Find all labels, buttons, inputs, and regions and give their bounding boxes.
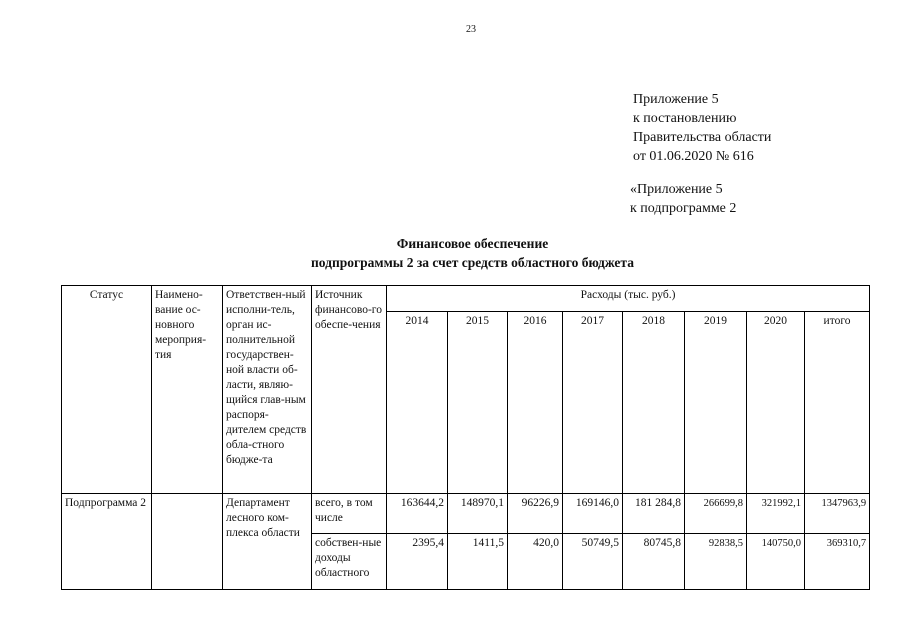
value-cell: 369310,7 xyxy=(805,534,870,590)
year-header: 2017 xyxy=(563,312,623,494)
appendix-line: от 01.06.2020 № 616 xyxy=(633,149,754,164)
appendix-line: Приложение 5 xyxy=(633,92,719,107)
value-cell: 163644,2 xyxy=(387,494,448,534)
value-cell: 148970,1 xyxy=(448,494,508,534)
value-cell: 181 284,8 xyxy=(623,494,685,534)
document-title xyxy=(0,234,905,272)
header-name: Наимено-вание ос-новного мероприя-тия xyxy=(152,286,223,494)
year-header: 2018 xyxy=(623,312,685,494)
page-number: 23 xyxy=(466,24,476,35)
header-source: Источник финансово-го обеспе-чения xyxy=(312,286,387,494)
year-header: 2014 xyxy=(387,312,448,494)
appendix2-line: «Приложение 5 xyxy=(630,182,723,197)
value-cell: 1347963,9 xyxy=(805,494,870,534)
title-line-2: подпрограммы 2 за счет средств областного бюджета xyxy=(311,255,634,270)
year-header: 2016 xyxy=(508,312,563,494)
year-header: 2019 xyxy=(685,312,747,494)
year-header: 2015 xyxy=(448,312,508,494)
appendix-line: Правительства области xyxy=(633,130,772,145)
title-line-1: Финансовое обеспечение xyxy=(396,236,549,251)
row-status: Подпрограмма 2 xyxy=(62,494,152,590)
appendix-line: к постановлению xyxy=(633,111,737,126)
value-cell: 321992,1 xyxy=(747,494,805,534)
value-cell: 169146,0 xyxy=(563,494,623,534)
total-header: итого xyxy=(805,312,870,494)
row-executor: Департамент лесного ком-плекса области xyxy=(223,494,312,590)
value-cell: 266699,8 xyxy=(685,494,747,534)
value-cell: 96226,9 xyxy=(508,494,563,534)
table-row xyxy=(62,494,870,534)
subprogram-appendix-reference xyxy=(630,180,736,218)
value-cell: 140750,0 xyxy=(747,534,805,590)
value-cell: 50749,5 xyxy=(563,534,623,590)
header-expenses: Расходы (тыс. руб.) xyxy=(387,286,870,312)
year-header: 2020 xyxy=(747,312,805,494)
row-source: собствен-ные доходы областного xyxy=(312,534,387,590)
row-source: всего, в том числе xyxy=(312,494,387,534)
value-cell: 80745,8 xyxy=(623,534,685,590)
row-name xyxy=(152,494,223,590)
appendix2-line: к подпрограмме 2 xyxy=(630,201,737,216)
value-cell: 92838,5 xyxy=(685,534,747,590)
header-executor: Ответствен-ный исполни-тель, орган ис-полнительной государствен-ной власти об-ласти, являю-щийся глав-ным распоря-дителем средств обла-стного бюдже-та xyxy=(223,286,312,494)
value-cell: 2395,4 xyxy=(387,534,448,590)
appendix-reference xyxy=(633,90,771,166)
value-cell: 420,0 xyxy=(508,534,563,590)
value-cell: 1411,5 xyxy=(448,534,508,590)
header-status: Статус xyxy=(62,286,152,494)
finance-table xyxy=(61,285,870,590)
header-row xyxy=(62,286,870,312)
